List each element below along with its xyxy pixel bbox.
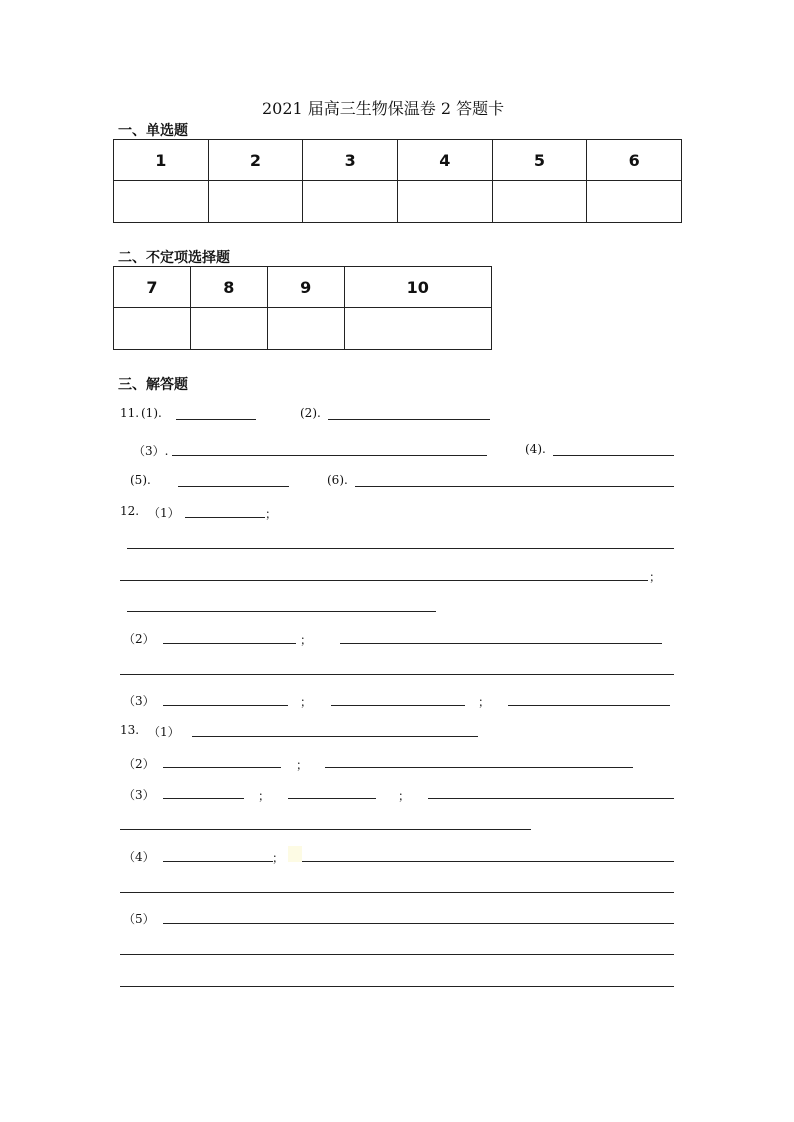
separator: ；: [258, 789, 271, 803]
q13-part5-answer-line-3[interactable]: [120, 986, 674, 987]
q13-part3-label: （3）: [123, 788, 155, 802]
separator: ；: [300, 633, 313, 647]
separator: ；: [272, 851, 285, 865]
question-number-cell: 5: [492, 140, 587, 181]
q12-part1-answer-line[interactable]: [185, 517, 265, 518]
q13-part4-label: （4）: [123, 850, 155, 864]
q13-part3-answer-line-4[interactable]: [120, 829, 531, 830]
separator: ；: [398, 789, 411, 803]
q12-part2-label: （2）: [123, 632, 155, 646]
q11-part3-label: （3）.: [133, 444, 169, 458]
separator: ；: [478, 695, 491, 709]
q12-part3-answer-line-1[interactable]: [163, 705, 288, 706]
q13-part4-answer-line-1[interactable]: [163, 861, 273, 862]
q12-part1-answer-line-3[interactable]: [120, 580, 648, 581]
highlight-mark: [288, 846, 302, 862]
q11-part5-label: (5).: [130, 473, 151, 487]
q13-part5-answer-line-1[interactable]: [163, 923, 674, 924]
answer-cell[interactable]: [208, 181, 303, 223]
separator: ；: [265, 507, 278, 521]
question-number-cell: 7: [114, 267, 191, 308]
page-title: 2021 届高三生物保温卷 2 答题卡: [262, 99, 505, 118]
answer-cell[interactable]: [267, 308, 344, 350]
question-number-cell: 2: [208, 140, 303, 181]
question-12-number: 12.: [120, 504, 140, 518]
answer-cell[interactable]: [114, 308, 191, 350]
q11-part6-answer-line[interactable]: [355, 486, 674, 487]
section-heading-single-choice: 一、单选题: [118, 123, 188, 139]
q11-part1-answer-line[interactable]: [176, 419, 256, 420]
question-number-cell: 8: [190, 267, 267, 308]
answer-cell[interactable]: [344, 308, 491, 350]
q11-part2-answer-line[interactable]: [328, 419, 490, 420]
answer-cell[interactable]: [114, 181, 209, 223]
q12-part2-answer-line-3[interactable]: [120, 674, 674, 675]
q13-part2-label: （2）: [123, 757, 155, 771]
q12-part3-answer-line-2[interactable]: [331, 705, 465, 706]
answer-cell[interactable]: [303, 181, 398, 223]
question-number-cell: 3: [303, 140, 398, 181]
question-number-cell: 10: [344, 267, 491, 308]
q12-part1-answer-line-2[interactable]: [127, 548, 674, 549]
answer-cell[interactable]: [190, 308, 267, 350]
multiple-choice-answer-table: [113, 266, 492, 350]
q12-part3-label: （3）: [123, 694, 155, 708]
question-11-number: 11.: [120, 406, 140, 420]
q13-part5-answer-line-2[interactable]: [120, 954, 674, 955]
q11-part2-label: (2).: [300, 406, 321, 420]
q12-part2-answer-line-2[interactable]: [340, 643, 662, 644]
q12-part3-answer-line-3[interactable]: [508, 705, 670, 706]
question-number-cell: 1: [114, 140, 209, 181]
separator: ；: [296, 758, 309, 772]
q13-part5-label: （5）: [123, 912, 155, 926]
q13-part1-label: （1）: [148, 725, 180, 739]
q11-part5-answer-line[interactable]: [178, 486, 289, 487]
separator: ；: [300, 695, 313, 709]
q13-part3-answer-line-2[interactable]: [288, 798, 376, 799]
q13-part2-answer-line-2[interactable]: [325, 767, 633, 768]
question-number-cell: 4: [397, 140, 492, 181]
section-heading-multiple-choice: 二、不定项选择题: [118, 250, 230, 266]
q11-part3-answer-line[interactable]: [172, 455, 487, 456]
answer-cell[interactable]: [587, 181, 682, 223]
q13-part3-answer-line-3[interactable]: [428, 798, 674, 799]
question-number-cell: 6: [587, 140, 682, 181]
question-number-cell: 9: [267, 267, 344, 308]
q12-part1-label: （1）: [148, 506, 180, 520]
section-heading-free-response: 三、解答题: [118, 377, 188, 393]
q13-part4-answer-line-3[interactable]: [120, 892, 674, 893]
q11-part4-label: (4).: [525, 442, 546, 456]
q13-part3-answer-line-1[interactable]: [163, 798, 244, 799]
q13-part4-answer-line-2[interactable]: [302, 861, 674, 862]
answer-cell[interactable]: [397, 181, 492, 223]
q12-part2-answer-line-1[interactable]: [163, 643, 296, 644]
question-13-number: 13.: [120, 723, 140, 737]
q12-part1-answer-line-4[interactable]: [127, 611, 436, 612]
separator: ；: [649, 570, 662, 584]
q13-part1-answer-line[interactable]: [192, 736, 478, 737]
answer-cell[interactable]: [492, 181, 587, 223]
q13-part2-answer-line-1[interactable]: [163, 767, 281, 768]
q11-part6-label: (6).: [327, 473, 348, 487]
q11-part1-label: (1).: [141, 406, 162, 420]
single-choice-answer-table: [113, 139, 682, 223]
q11-part4-answer-line[interactable]: [553, 455, 674, 456]
